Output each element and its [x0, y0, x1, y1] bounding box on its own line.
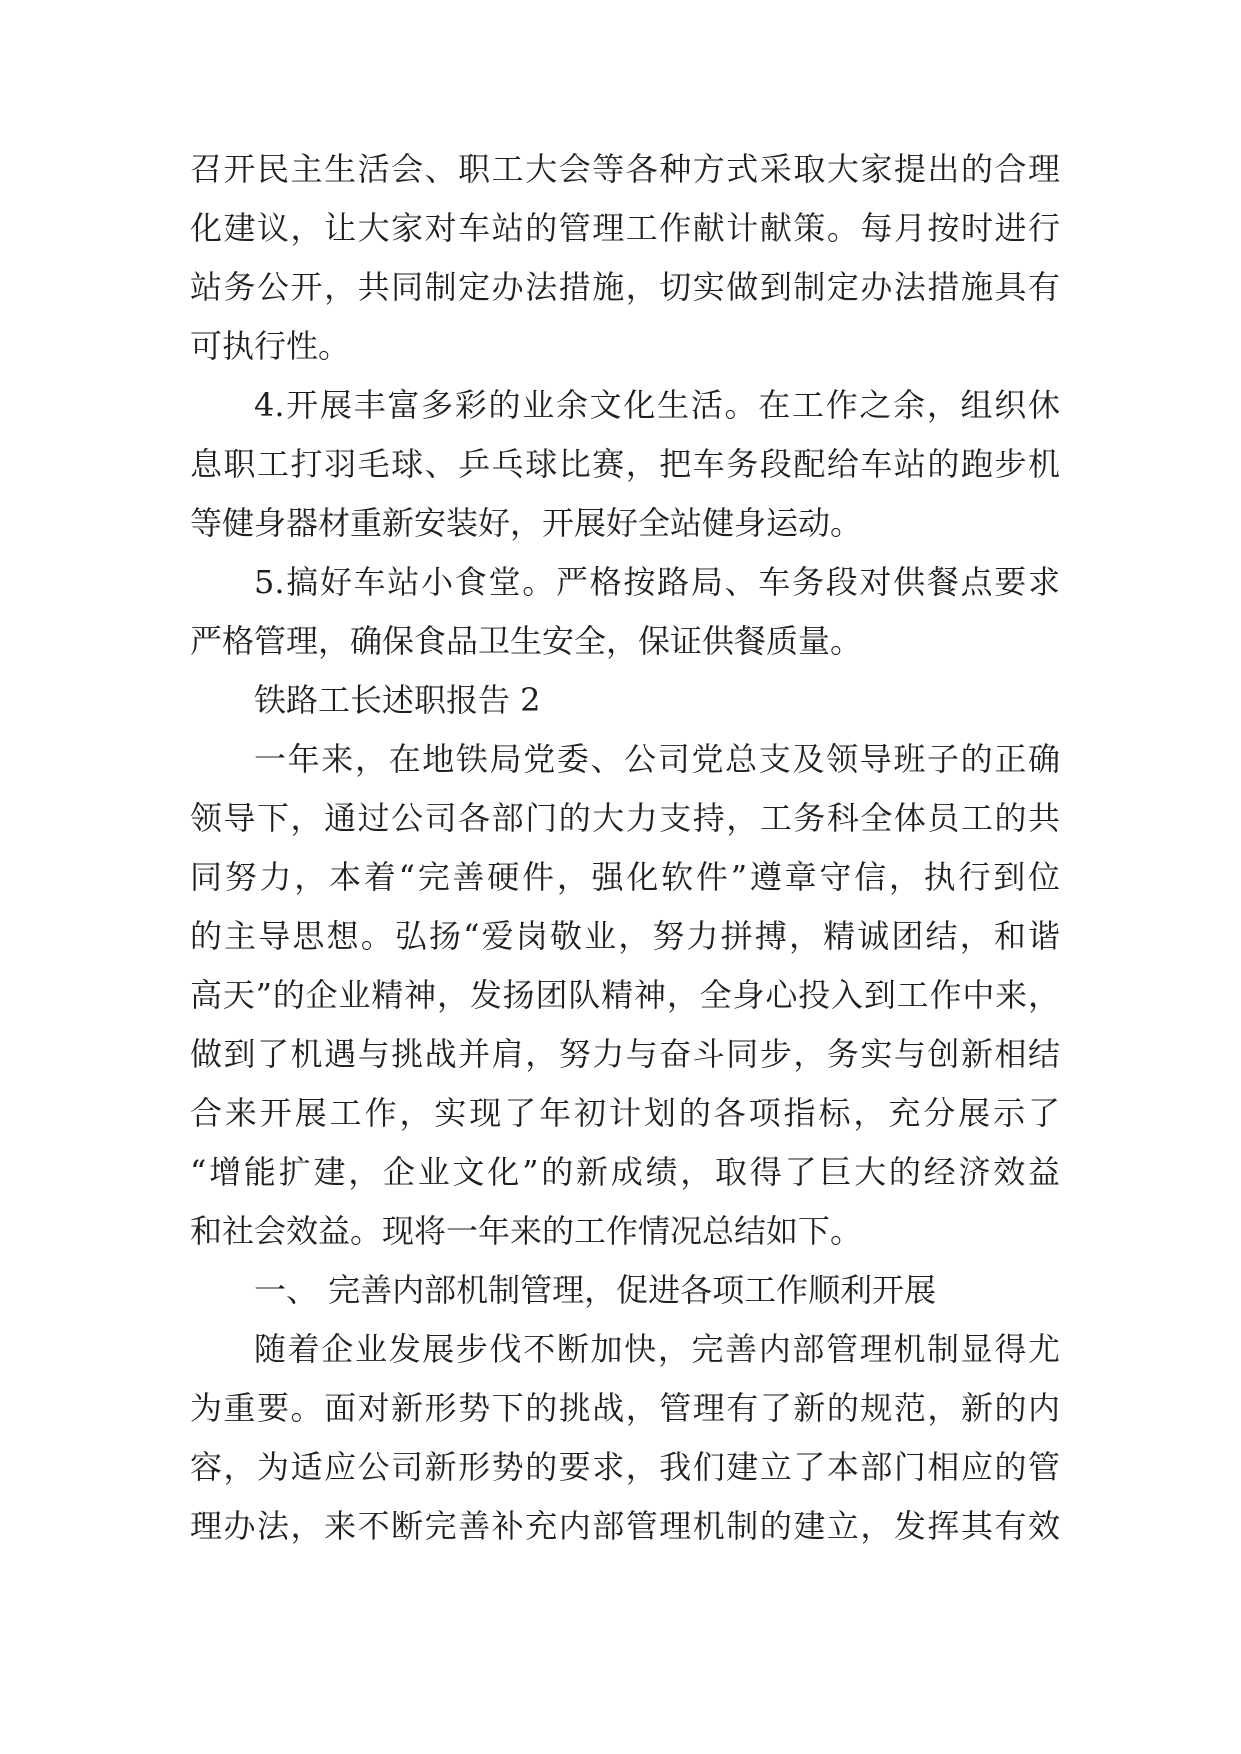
text-line: 的主导思想。弘扬“爱岗敬业，努力拼搏，精诚团结，和谐: [190, 917, 1060, 955]
text-line: “增能扩建，企业文化”的新成绩，取得了巨大的经济效益: [190, 1153, 1060, 1191]
text-line: 4.开展丰富多彩的业余文化生活。在工作之余，组织休: [254, 386, 1060, 424]
text-line: 站务公开，共同制定办法措施，切实做到制定办法措施具有: [190, 268, 1060, 306]
text-line: 容，为适应公司新形势的要求，我们建立了本部门相应的管: [190, 1448, 1060, 1486]
text-line: 同努力，本着“完善硬件，强化软件”遵章守信，执行到位: [190, 858, 1060, 896]
text-line: 息职工打羽毛球、乒乓球比赛，把车务段配给车站的跑步机: [190, 445, 1060, 483]
text-line: 随着企业发展步伐不断加快，完善内部管理机制显得尤: [254, 1330, 1060, 1368]
section-title: 铁路工长述职报告 2: [254, 681, 541, 719]
text-line: 可执行性。: [190, 327, 351, 365]
text-line: 5.搞好车站小食堂。严格按路局、车务段对供餐点要求: [254, 563, 1060, 601]
text-line: 严格管理，确保食品卫生安全，保证供餐质量。: [190, 622, 863, 660]
text-line: 一年来，在地铁局党委、公司党总支及领导班子的正确: [254, 740, 1060, 778]
text-line: 召开民主生活会、职工大会等各种方式采取大家提出的合理: [190, 150, 1060, 188]
text-line: 等健身器材重新安装好，开展好全站健身运动。: [190, 504, 863, 542]
text-line: 领导下，通过公司各部门的大力支持，工务科全体员工的共: [190, 799, 1060, 837]
text-line: 和社会效益。现将一年来的工作情况总结如下。: [190, 1212, 863, 1250]
text-line: 理办法，来不断完善补充内部管理机制的建立，发挥其有效: [190, 1507, 1060, 1545]
section-heading: 一、 完善内部机制管理，促进各项工作顺利开展: [254, 1271, 937, 1309]
text-line: 高天”的企业精神，发扬团队精神，全身心投入到工作中来，: [190, 976, 1060, 1014]
text-line: 合来开展工作，实现了年初计划的各项指标，充分展示了: [190, 1094, 1060, 1132]
text-line: 做到了机遇与挑战并肩，努力与奋斗同步，务实与创新相结: [190, 1035, 1060, 1073]
text-line: 化建议，让大家对车站的管理工作献计献策。每月按时进行: [190, 209, 1060, 247]
text-line: 为重要。面对新形势下的挑战，管理有了新的规范，新的内: [190, 1389, 1060, 1427]
